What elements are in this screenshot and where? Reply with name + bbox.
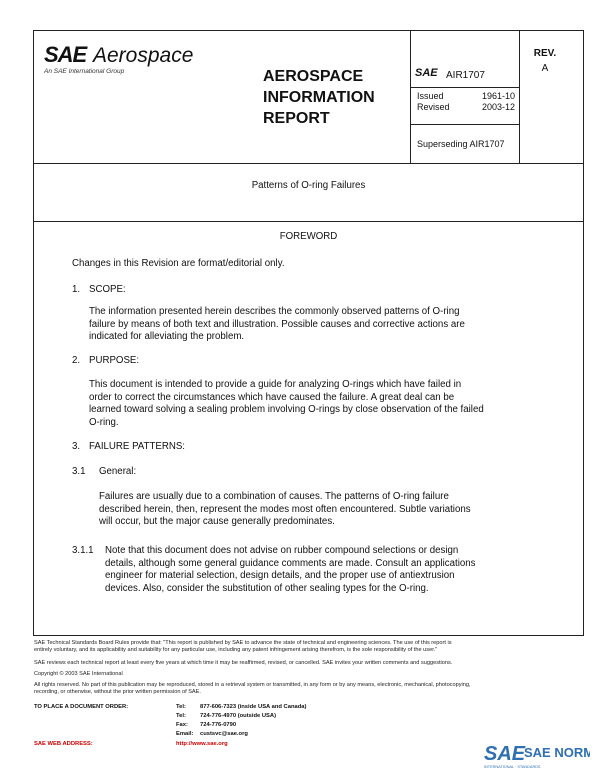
logo-subtitle: An SAE International Group <box>44 68 125 75</box>
report-type <box>263 66 408 129</box>
web-label: SAE WEB ADDRESS: <box>34 741 93 747</box>
title-rule <box>34 221 583 222</box>
revised-label: Revised <box>417 102 450 112</box>
email-address[interactable]: custsvc@sae.org <box>200 731 248 737</box>
scope-line-2: failure by means of both text and illustration. Possible causes and corrective actions are <box>89 318 465 330</box>
tel-outside: 724-776-4970 (outside USA) <box>200 713 277 719</box>
scope-line-1: The information presented herein describes the commonly observed patterns of O-ring <box>89 306 460 317</box>
sae-norm-logo-graphic <box>484 740 590 770</box>
header-divider-2 <box>519 31 520 163</box>
norm-logo-text: SAE NORM <box>524 745 590 760</box>
sae-mark: SAE <box>415 67 438 79</box>
general-heading: General: <box>99 466 137 477</box>
order-label: TO PLACE A DOCUMENT ORDER: <box>34 704 129 710</box>
general-line-1: Failures are usually due to a combination of causes. The patterns of O-ring failure <box>99 491 449 502</box>
note-line-2: details, although some general guidance comments are made. Consult an applications <box>105 557 476 569</box>
rev-label: REV. <box>533 48 557 59</box>
superseding: Superseding AIR1707 <box>417 139 505 149</box>
tel-label-2: Tel: <box>176 713 186 719</box>
issued-label: Issued <box>417 91 444 101</box>
scope-paragraph <box>89 306 465 344</box>
general-line-2: described herein, then, represent the modes most often encountered. Subtle variations <box>99 503 471 515</box>
general-line-3: will occur, but the major cause generally predominates. <box>99 516 335 527</box>
footer-rules-line-2: entirely voluntary, and its applicability and suitability for any particular use, including any patent infringement arising therefrom, is the sole responsibility of the user." <box>34 647 438 654</box>
footer-rules <box>34 640 584 655</box>
footer-rules-line-1: SAE Technical Standards Board Rules provide that: "This report is published by SAE to advance the state of technical and engineering sciences. The use of this report is <box>34 640 452 646</box>
note-line-4: devices. Also, consider the substitution of other sealing types for the O-ring. <box>105 582 429 594</box>
header-divider-1 <box>410 31 411 163</box>
footer-copyright: Copyright © 2003 SAE International <box>34 671 123 677</box>
header-rule-2 <box>410 124 519 125</box>
purpose-paragraph <box>89 379 484 429</box>
footer-rights-line-2: recording, or otherwise, without the prior written permission of SAE. <box>34 689 201 696</box>
report-type-line-2: INFORMATION <box>263 89 375 106</box>
fax-number: 724-776-0790 <box>200 722 237 728</box>
norm-logo-sub: INTERNATIONAL · STANDARDS <box>484 765 541 769</box>
failure-number: 3. <box>72 441 81 452</box>
web-address[interactable]: http://www.sae.org <box>176 741 228 747</box>
failure-heading: FAILURE PATTERNS: <box>89 441 185 452</box>
scope-number: 1. <box>72 284 81 295</box>
report-type-line-3: REPORT <box>263 110 330 127</box>
scope-line-3: indicated for alleviating the problem. <box>89 331 245 342</box>
email-label: Email: <box>176 731 194 737</box>
purpose-number: 2. <box>72 355 81 366</box>
general-paragraph <box>99 491 471 529</box>
purpose-line-3: learned toward solving a sealing problem involving O-rings by close observation of the failed <box>89 404 484 415</box>
note-number: 3.1.1 <box>72 545 94 556</box>
footer-rights-line-1: All rights reserved. No part of this publication may be reproduced, stored in a retrieval system or transmitted, in any form or by any means, electronic, mechanical, photocopying, <box>34 682 471 688</box>
header-rule-1 <box>410 87 519 88</box>
norm-logo-sae: SAE <box>484 743 526 765</box>
purpose-line-4: O-ring. <box>89 416 119 428</box>
scope-heading: SCOPE: <box>89 284 126 295</box>
note-paragraph <box>105 545 476 595</box>
document-number: AIR1707 <box>446 70 485 81</box>
footer-rights <box>34 682 584 697</box>
logo-aerospace: Aerospace <box>93 44 194 67</box>
revised-value: 2003-12 <box>482 102 516 112</box>
sae-norm-logo <box>484 740 590 775</box>
tel-label-1: Tel: <box>176 704 186 710</box>
document-title: Patterns of O-ring Failures <box>251 180 366 191</box>
issued-value: 1961-10 <box>482 91 516 101</box>
general-number: 3.1 <box>72 466 86 477</box>
note-line-3: engineer for material selection, design details, and the proper use of antiextrusion <box>105 570 455 581</box>
foreword-text: Changes in this Revision are format/editorial only. <box>72 258 285 269</box>
rev-value: A <box>541 63 549 74</box>
tel-inside: 877-606-7323 (inside USA and Canada) <box>200 704 307 710</box>
purpose-heading: PURPOSE: <box>89 355 140 366</box>
purpose-line-2: order to correct the circumstances which have caused the failure. A great deal can be <box>89 391 455 403</box>
fax-label: Fax: <box>176 722 188 728</box>
note-line-1: Note that this document does not advise on rubber compound selections or design <box>105 545 459 556</box>
report-type-line-1: AEROSPACE <box>263 68 364 85</box>
foreword-heading: FOREWORD <box>279 231 338 242</box>
logo-sae: SAE <box>44 42 87 67</box>
footer-review: SAE reviews each technical report at least every five years at which time it may be reaffirmed, revised, or cancelled. SAE invites your written comments and suggestions. <box>34 660 453 666</box>
purpose-line-1: This document is intended to provide a guide for analyzing O-rings which have failed in <box>89 379 462 390</box>
